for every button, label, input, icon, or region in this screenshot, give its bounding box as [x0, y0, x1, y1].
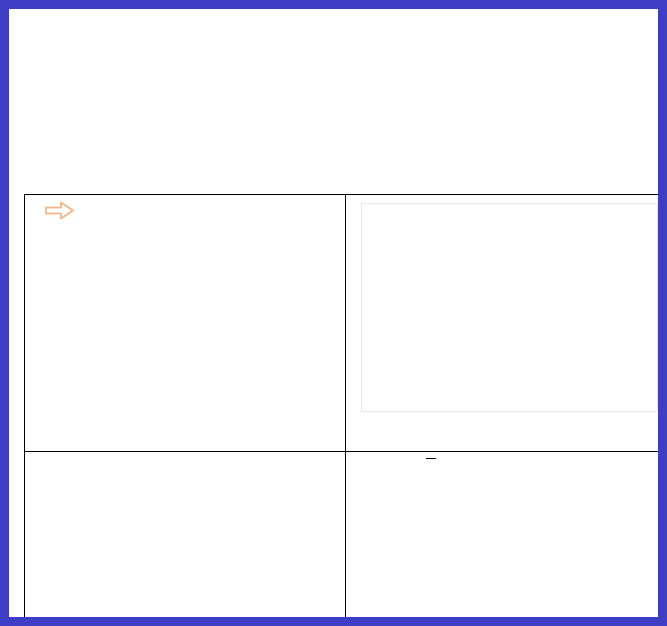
fraction: [426, 457, 436, 460]
solution-a-math-line: [34, 200, 337, 221]
solution-c-cell: [346, 452, 660, 620]
function-chart: [361, 203, 658, 412]
solution-c-equation-row: [355, 457, 652, 460]
solution-a-cell: [25, 195, 346, 452]
graph-cell: [346, 195, 660, 452]
solutions-table: [24, 194, 661, 621]
function-chart-svg: [362, 204, 657, 411]
right-arrow-icon: [44, 200, 75, 221]
solution-c-equation-3: [419, 457, 443, 460]
fraction-denominator: [426, 459, 436, 460]
solution-b-cell: [25, 452, 346, 620]
